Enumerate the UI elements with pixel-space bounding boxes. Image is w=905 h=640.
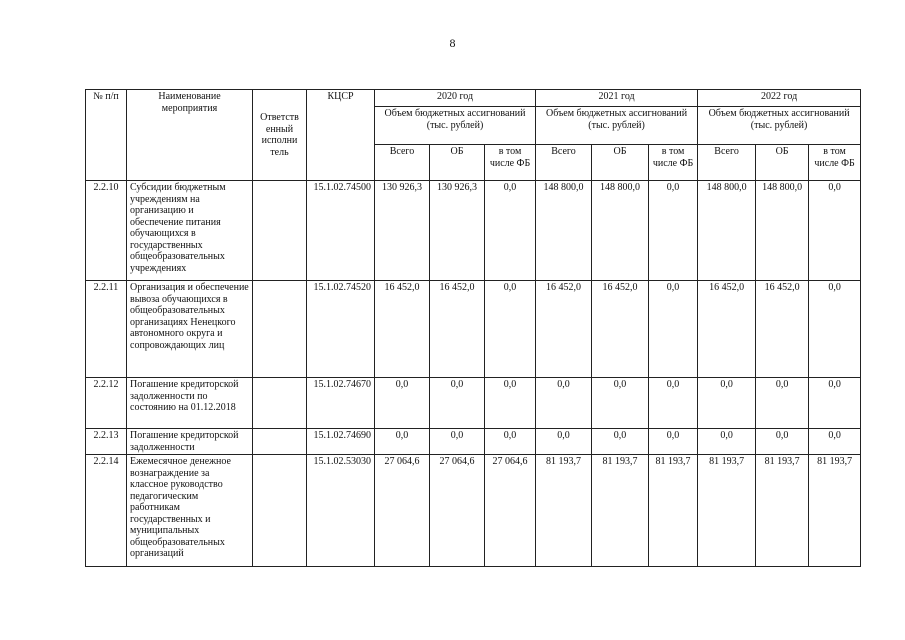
header-no: № п/п	[86, 90, 127, 181]
cell-2022-ob: 148 800,0	[756, 181, 809, 281]
header-total: Всего	[375, 145, 430, 181]
cell-2020-fb: 0,0	[485, 378, 536, 429]
cell-2021-total: 81 193,7	[536, 455, 592, 567]
cell-2022-ob: 81 193,7	[756, 455, 809, 567]
row-kcsr: 15.1.02.74690	[307, 429, 375, 455]
header-ob: ОБ	[592, 145, 649, 181]
cell-2020-ob: 0,0	[430, 429, 485, 455]
header-ob: ОБ	[430, 145, 485, 181]
cell-2022-fb: 0,0	[809, 281, 861, 378]
cell-2021-ob: 0,0	[592, 378, 649, 429]
row-kcsr: 15.1.02.74520	[307, 281, 375, 378]
cell-2022-ob: 16 452,0	[756, 281, 809, 378]
cell-2022-total: 81 193,7	[698, 455, 756, 567]
row-responsible	[253, 181, 307, 281]
row-responsible	[253, 429, 307, 455]
cell-2022-total: 16 452,0	[698, 281, 756, 378]
header-total: Всего	[698, 145, 756, 181]
cell-2022-fb: 0,0	[809, 181, 861, 281]
cell-2021-ob: 16 452,0	[592, 281, 649, 378]
row-number: 2.2.12	[86, 378, 127, 429]
header-total: Всего	[536, 145, 592, 181]
cell-2021-total: 16 452,0	[536, 281, 592, 378]
row-number: 2.2.14	[86, 455, 127, 567]
cell-2020-ob: 130 926,3	[430, 181, 485, 281]
cell-2021-ob: 81 193,7	[592, 455, 649, 567]
cell-2022-fb: 0,0	[809, 378, 861, 429]
header-volume-2021: Объем бюджетных ассигнований (тыс. рублей)	[536, 107, 698, 145]
cell-2020-ob: 0,0	[430, 378, 485, 429]
cell-2020-fb: 0,0	[485, 181, 536, 281]
header-year-2020: 2020 год	[375, 90, 536, 107]
header-name: Наименование мероприятия	[127, 90, 253, 181]
cell-2021-fb: 0,0	[649, 429, 698, 455]
header-kcsr: КЦСР	[307, 90, 375, 181]
table-header	[86, 90, 861, 181]
cell-2021-fb: 81 193,7	[649, 455, 698, 567]
cell-2022-ob: 0,0	[756, 429, 809, 455]
cell-2020-fb: 0,0	[485, 429, 536, 455]
row-name: Ежемесячное денежное вознаграждение за классное руководство педагогическим работникам государственных и муниципальных общеобразовательных организаций	[127, 455, 253, 567]
cell-2020-total: 0,0	[375, 429, 430, 455]
cell-2021-total: 0,0	[536, 378, 592, 429]
cell-2020-fb: 27 064,6	[485, 455, 536, 567]
row-name: Погашение кредиторской задолженности по состоянию на 01.12.2018	[127, 378, 253, 429]
header-ob: ОБ	[756, 145, 809, 181]
header-volume-2022: Объем бюджетных ассигнований (тыс. рублей)	[698, 107, 861, 145]
cell-2022-fb: 0,0	[809, 429, 861, 455]
header-fb: в том числе ФБ	[485, 145, 536, 181]
header-year-2022: 2022 год	[698, 90, 861, 107]
cell-2022-ob: 0,0	[756, 378, 809, 429]
row-number: 2.2.10	[86, 181, 127, 281]
cell-2021-total: 148 800,0	[536, 181, 592, 281]
header-fb: в том числе ФБ	[809, 145, 861, 181]
cell-2020-fb: 0,0	[485, 281, 536, 378]
cell-2022-total: 0,0	[698, 378, 756, 429]
table-row	[86, 281, 861, 378]
header-year-2021: 2021 год	[536, 90, 698, 107]
row-responsible	[253, 455, 307, 567]
cell-2022-total: 148 800,0	[698, 181, 756, 281]
table-row	[86, 455, 861, 567]
row-kcsr: 15.1.02.53030	[307, 455, 375, 567]
table-row	[86, 181, 861, 281]
row-kcsr: 15.1.02.74670	[307, 378, 375, 429]
row-kcsr: 15.1.02.74500	[307, 181, 375, 281]
page-number: 8	[449, 36, 456, 50]
cell-2021-fb: 0,0	[649, 181, 698, 281]
cell-2021-fb: 0,0	[649, 281, 698, 378]
cell-2021-ob: 0,0	[592, 429, 649, 455]
cell-2021-fb: 0,0	[649, 378, 698, 429]
table-body	[86, 181, 861, 567]
row-responsible	[253, 281, 307, 378]
budget-table	[85, 89, 861, 567]
cell-2021-ob: 148 800,0	[592, 181, 649, 281]
cell-2020-ob: 27 064,6	[430, 455, 485, 567]
cell-2020-total: 16 452,0	[375, 281, 430, 378]
table-row	[86, 429, 861, 455]
row-name: Организация и обеспечение вывоза обучающихся в общеобразовательных организациях Ненецкого автономного округа и сопровождающих лиц	[127, 281, 253, 378]
cell-2020-total: 130 926,3	[375, 181, 430, 281]
cell-2020-ob: 16 452,0	[430, 281, 485, 378]
cell-2021-total: 0,0	[536, 429, 592, 455]
header-responsible: Ответств енный исполни тель	[253, 90, 307, 181]
cell-2020-total: 0,0	[375, 378, 430, 429]
cell-2022-total: 0,0	[698, 429, 756, 455]
row-name: Погашение кредиторской задолженности	[127, 429, 253, 455]
header-volume-2020: Объем бюджетных ассигнований (тыс. рублей)	[375, 107, 536, 145]
header-fb: в том числе ФБ	[649, 145, 698, 181]
row-name: Субсидии бюджетным учреждениям на организацию и обеспечение питания обучающихся в государственных общеобразовательных учреждениях	[127, 181, 253, 281]
row-number: 2.2.11	[86, 281, 127, 378]
row-responsible	[253, 378, 307, 429]
table-row	[86, 378, 861, 429]
row-number: 2.2.13	[86, 429, 127, 455]
cell-2020-total: 27 064,6	[375, 455, 430, 567]
cell-2022-fb: 81 193,7	[809, 455, 861, 567]
